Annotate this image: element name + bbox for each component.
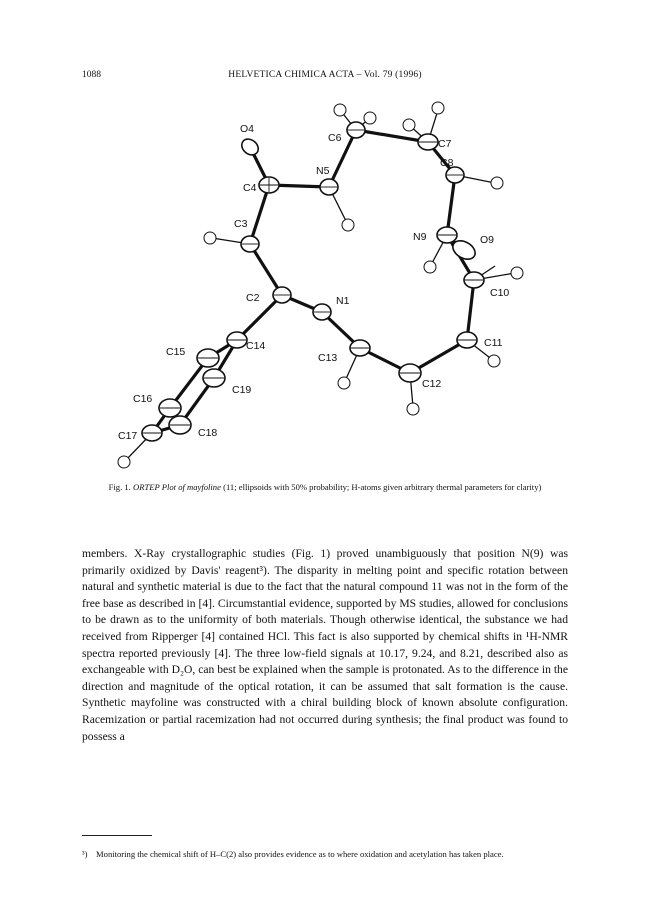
label-c7: C7 [438,138,452,150]
label-o9: O9 [480,234,495,246]
label-c13: C13 [318,352,338,364]
label-c12: C12 [422,378,442,390]
heavy-atoms [142,122,484,441]
label-c6: C6 [328,132,342,144]
atom-o4 [239,136,262,158]
label-o4: O4 [240,123,255,135]
label-c4: C4 [243,182,257,194]
label-c15: C15 [166,346,186,358]
label-c16: C16 [133,393,153,405]
label-c2: C2 [246,292,260,304]
label-c10: C10 [490,287,510,299]
running-header [82,70,568,84]
body-paragraph: members. X-Ray crystallographic studies (Fig. 1) proved unambiguously that position N(9) was primarily oxidized by Davis' reagent³). The disparity in melting point and specific rotation between natural and synthetic material is due to the fact that the natural compound 11 was not in the form of the free base as described in [4]. Circumstantial evidence, supported by MS studies, allowed for conclusions to be drawn as to the uniformity of both materials. Though otherwise identical, the substance we had received from Ripperger [4] contained HCl. This fact is also supported by chemical shifts in ¹H-NMR spectra reported previously [4]. The three low-field signals at 10.17, 9.24, and 8.21, described also as exchangeable with D₂O, can best be explained when the sample is protonated. As to the difference in the direction and magnitude of the optical rotation, it can be assumed that salt formation is the cause. Synthetic mayfoline was constructed with a chiral building block of known absolute configuration. Racemization or partial racemization had not occurred during synthesis; the final product was found to possess a [82,547,568,743]
label-c19: C19 [232,384,252,396]
caption-label: Fig. 1. [108,482,131,492]
caption-text: (11; ellipsoids with 50% probability; H-atoms given arbitrary thermal parameters for clarity) [223,482,542,492]
label-n9: N9 [413,231,427,243]
footnote-text: Monitoring the chemical shift of H–C(2) also provides evidence as to where oxidation and acetylation has taken place. [96,849,504,859]
label-c18: C18 [198,427,218,439]
figure-caption [82,481,568,494]
label-c14: C14 [246,340,266,352]
label-n5: N5 [316,165,330,177]
running-head: HELVETICA CHIMICA ACTA – Vol. 79 (1996) [228,70,422,80]
bond-c8-n9 [447,175,455,235]
label-c8: C8 [440,157,454,169]
label-c11: C11 [484,337,503,349]
ortep-plot [100,90,540,475]
label-n1: N1 [336,295,350,307]
page-number: 1088 [82,70,101,80]
ortep-figure [100,90,540,475]
h-bonds [126,110,515,460]
caption-title: ORTEP Plot of mayfoline [133,482,221,492]
footnote-rule [82,835,152,836]
bond-c10-c11 [467,280,474,340]
label-c17: C17 [118,430,138,442]
footnote-mark: ³) [82,849,88,859]
label-c3: C3 [234,218,248,230]
footnote [82,848,568,861]
